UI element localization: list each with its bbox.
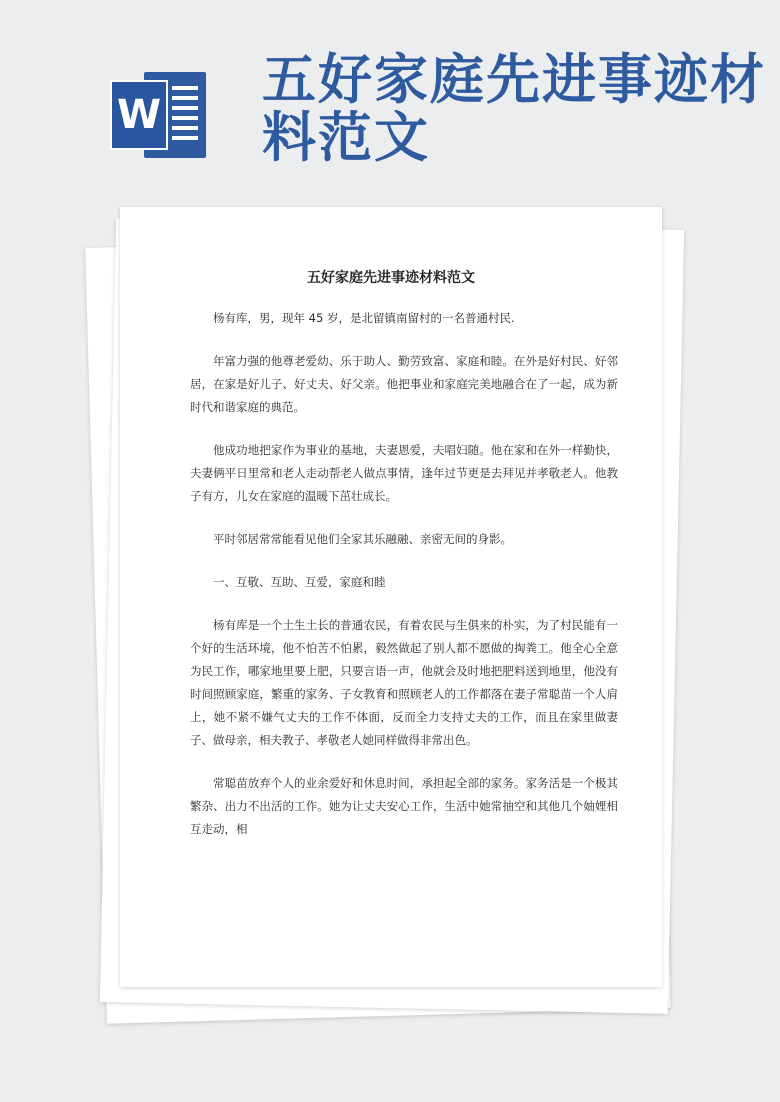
paragraph: 他成功地把家作为事业的基地，夫妻恩爱，夫唱妇随。他在家和在外一样勤快，夫妻俩平日里常和老人走动帮老人做点事情，逢年过节更是去拜见并孝敬老人。他教子有方，儿女在家庭的温暖下茁壮成长。 <box>190 443 618 503</box>
word-document-icon <box>110 66 206 162</box>
word-logo-line <box>172 116 198 120</box>
word-logo-line <box>172 86 198 90</box>
word-logo-line <box>172 136 198 140</box>
document-page <box>120 207 662 987</box>
word-logo-line <box>172 96 198 100</box>
word-logo-line <box>172 106 198 110</box>
paragraph: 杨有库是一个土生土长的普通农民，有着农民与生俱来的朴实，为了村民能有一个好的生活环境，他不怕苦不怕累，毅然做起了别人都不愿做的掏粪工。他全心全意为民工作，哪家地里要上肥，只要言语一声，他就会及时地把肥料送到地里，他没有时间照顾家庭，繁重的家务、子女教育和照顾老人的工作都落在妻子常聪苗一个人肩上，她不紧不嫌气丈夫的工作不体面，反而全力支持丈夫的工作，而且在家里做妻子、做母亲，相夫教子、孝敬老人她同样做得非常出色。 <box>190 618 618 747</box>
word-logo-line <box>172 126 198 130</box>
document-body <box>190 307 618 861</box>
paragraph-intro: 杨有库，男，现年 45 岁，是北留镇南留村的一名普通村民. <box>213 311 515 325</box>
document-title: 五好家庭先进事迹材料范文 <box>307 270 475 286</box>
section-heading: 一、互敬、互助、互爱，家庭和睦 <box>213 575 386 589</box>
header-title: 五好家庭先进事迹材料范文 <box>262 47 766 169</box>
paragraph: 年富力强的他尊老爱幼、乐于助人、勤劳致富、家庭和睦。在外是好村民、好邻居，在家是好儿子、好丈夫、好父亲。他把事业和家庭完美地融合在了一起，成为新时代和谐家庭的典范。 <box>190 354 618 414</box>
word-logo-letter: W <box>110 80 168 150</box>
paragraph: 常聪苗放弃个人的业余爱好和休息时间，承担起全部的家务。家务活是一个极其繁杂、出力不出活的工作。她为让丈夫安心工作，生活中她常抽空和其他几个妯娌相互走动，相 <box>190 776 618 836</box>
paragraph: 平时邻居常常能看见他们全家其乐融融、亲密无间的身影。 <box>213 532 512 546</box>
